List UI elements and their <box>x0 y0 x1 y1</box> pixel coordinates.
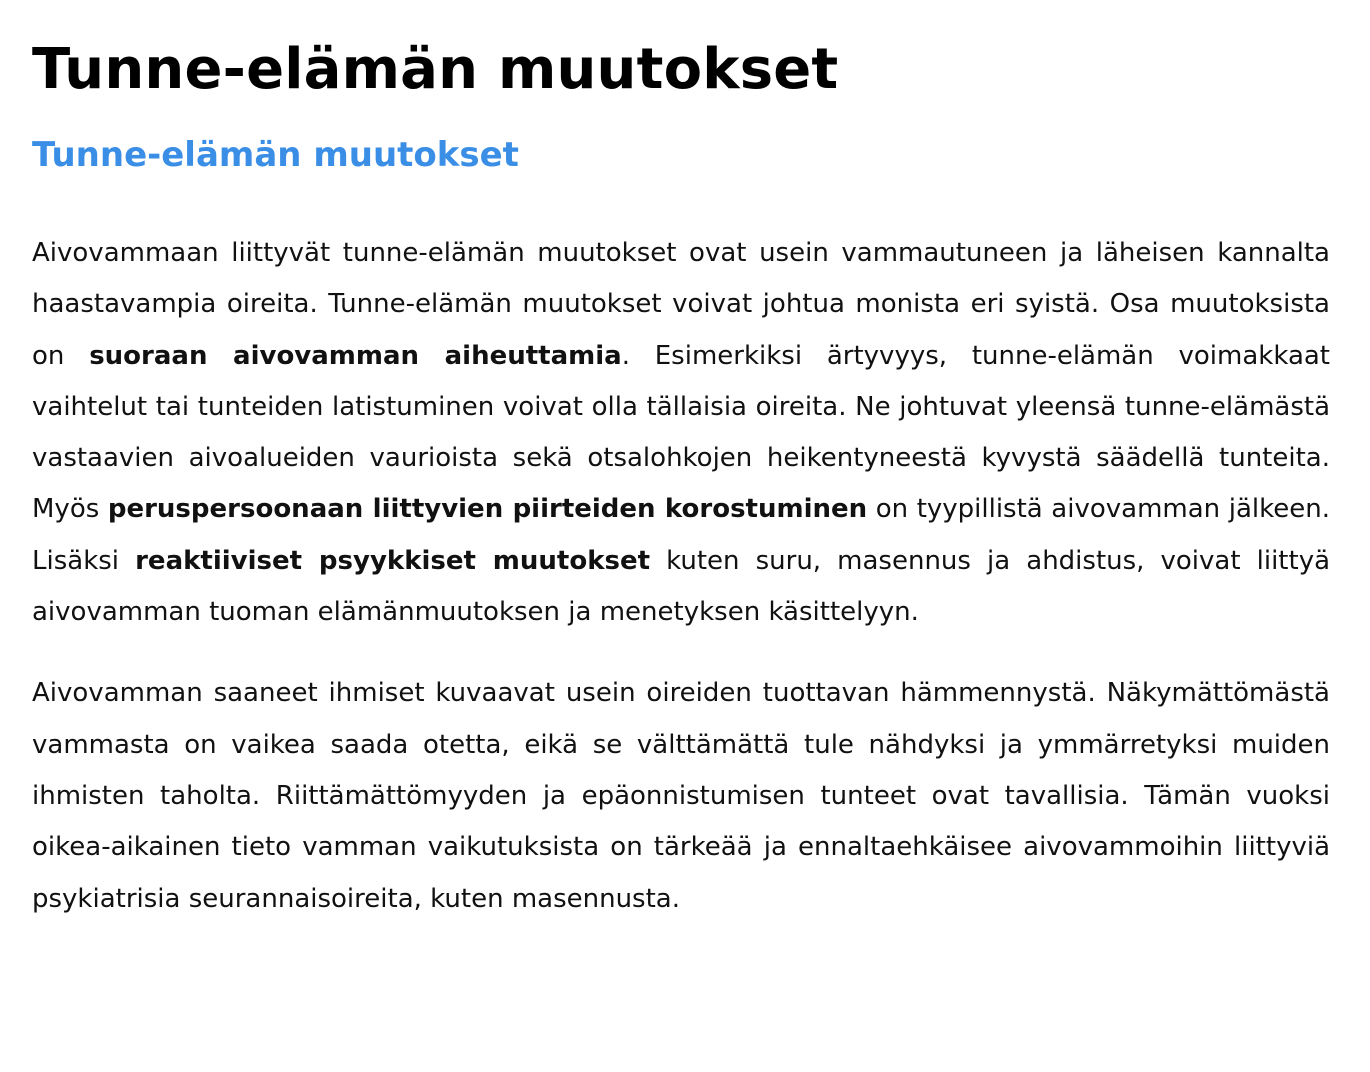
emphasis-reactive-changes: reaktiiviset psyykkiset muutokset <box>135 545 651 576</box>
paragraph-2: Aivovamman saaneet ihmiset kuvaavat usein oireiden tuottavan hämmennystä. Näkymättömästä vammasta on vaikea saada otetta, eikä se välttämättä tule nähdyksi ja ymmärretyksi muiden ihmisten taholta. Riittämättömyyden ja epäonnistumisen tunteet ovat tavallisia. Tämän vuoksi oikea-aikainen tieto vamman vaikutuksista on tärkeää ja ennaltaehkäisee aivovammoihin liittyviä psykiatrisia seurannaisoireita, kuten masennusta. <box>32 678 1330 914</box>
paragraph-1 <box>32 228 1330 638</box>
paragraph-1-text-3: on tyypillistä aivovamman jälkeen. Lisäksi <box>32 494 1330 576</box>
emphasis-personality-traits: peruspersoonaan liittyvien piirteiden korostuminen <box>107 494 868 525</box>
article-body <box>32 228 1330 925</box>
paragraph-1-text-2: . Esimerkiksi ärtyvyys, tunne-elämän voimakkaat vaihtelut tai tunteiden latistuminen voivat olla tällaisia oireita. Ne johtuvat yleensä tunne-elämästä vastaavien aivoalueiden vaurioista sekä otsalohkojen heikentyneestä kyvystä säädellä tunteita. Myös <box>32 340 1330 525</box>
page-title: Tunne-elämän muutokset <box>32 37 839 102</box>
paragraph-1-text-4: kuten suru, masennus ja ahdistus, voivat liittyä aivovamman tuoman elämänmuutoksen ja menetyksen käsittelyyn. <box>32 545 1331 628</box>
paragraph-1-text-1: Aivovammaan liittyvät tunne-elämän muutokset ovat usein vammautuneen ja läheisen kannalta haastavampia oireita. Tunne-elämän muutokset voivat johtua monista eri syistä. Osa muutoksista on <box>32 238 1330 371</box>
emphasis-direct-effects: suoraan aivovamman aiheuttamia <box>89 340 622 371</box>
section-title: Tunne-elämän muutokset <box>32 135 519 175</box>
